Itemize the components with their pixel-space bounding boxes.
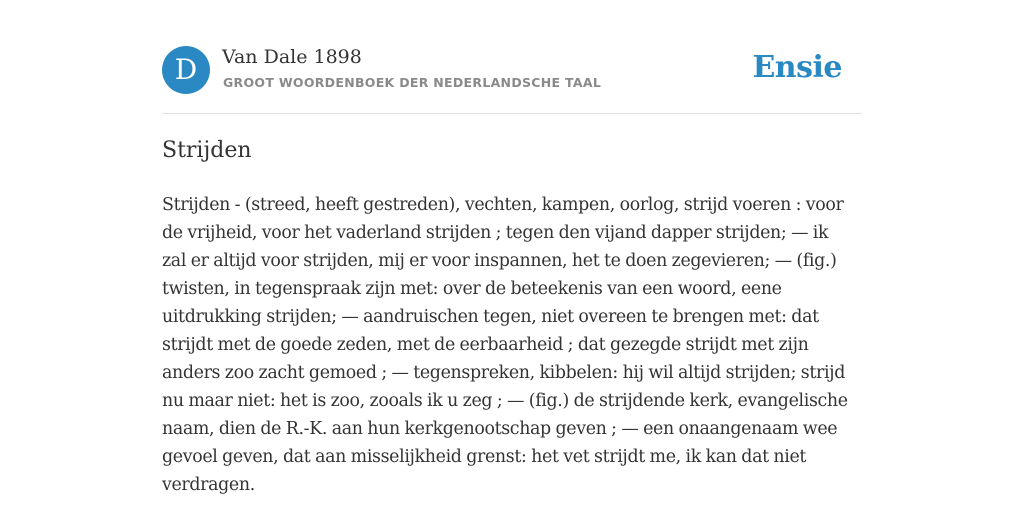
dictionary-subtitle: GROOT WOORDENBOEK DER NEDERLANDSCHE TAAL (223, 75, 602, 90)
definition-line: Strijden - (streed, heeft gestreden), vechten, kampen, oorlog, strijd voeren : voor (162, 195, 844, 215)
dictionary-logo[interactable]: D (162, 46, 210, 94)
definition-line: verdragen. (162, 475, 255, 495)
definition-line: anders zoo zacht gemoed ; — tegenspreken, kibbelen: hij wil altijd strijden; strijd (162, 363, 845, 383)
entry-title: Strijden (162, 138, 252, 163)
header-divider (162, 113, 862, 114)
definition-line: twisten, in tegenspraak zijn met: over de beteekenis van een woord, eene (162, 279, 782, 299)
definition-line: gevoel geven, dat aan misselijkheid grenst: het vet strijdt me, ik kan dat niet (162, 447, 807, 467)
header (162, 46, 862, 96)
definition-line: naam, dien de R.-K. aan hun kerkgenootschap geven ; — een onaangenaam wee (162, 419, 838, 439)
definition-line: zal er altijd voor strijden, mij er voor inspannen, het te doen zegevieren; — (fig.) (162, 251, 837, 271)
ensie-logo[interactable]: Ensie (752, 50, 842, 85)
definition-line: uitdrukking strijden; — aandruischen tegen, niet overeen te brengen met: dat (162, 307, 819, 327)
definition-line: nu maar niet: het is zoo, zooals ik u zeg ; — (fig.) de strijdende kerk, evangelische (162, 391, 848, 411)
definition-line: strijdt met de goede zeden, met de eerbaarheid ; dat gezegde strijdt met zijn (162, 335, 809, 355)
entry-definition (162, 191, 872, 499)
definition-line: de vrijheid, voor het vaderland strijden ; tegen den vijand dapper strijden; — ik (162, 223, 829, 243)
dictionary-title[interactable]: Van Dale 1898 (222, 46, 362, 68)
